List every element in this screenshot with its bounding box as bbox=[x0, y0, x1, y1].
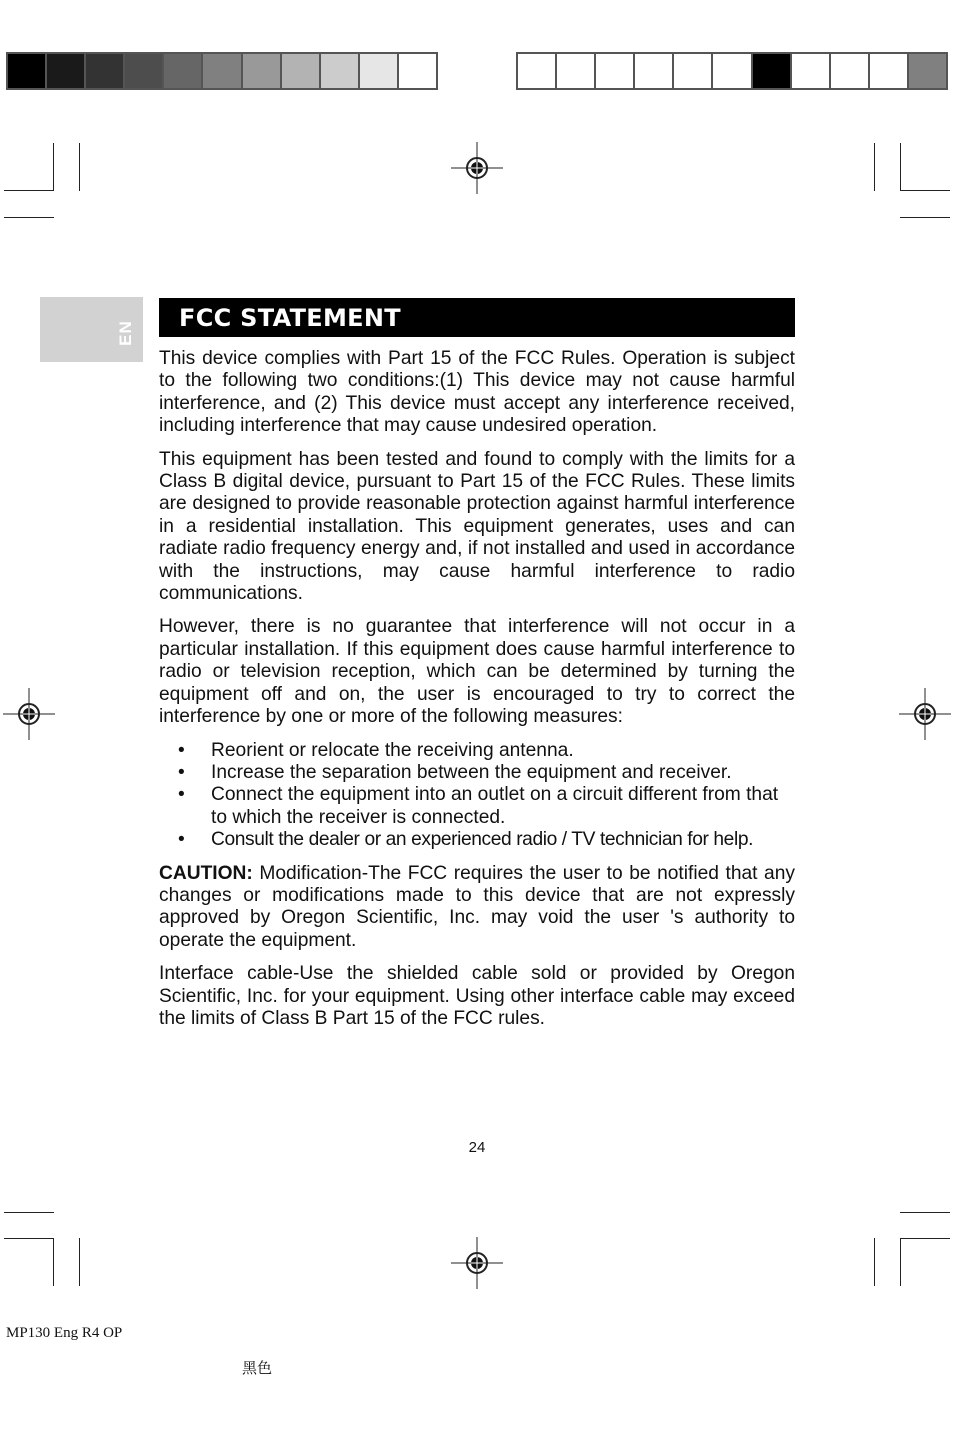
crop-mark bbox=[874, 143, 875, 191]
color-swatch bbox=[596, 54, 635, 88]
registration-color-bar bbox=[516, 52, 948, 90]
color-swatch bbox=[399, 54, 436, 88]
color-swatch bbox=[86, 54, 125, 88]
section-heading-bar bbox=[159, 298, 795, 337]
color-swatch bbox=[518, 54, 557, 88]
color-swatch bbox=[557, 54, 596, 88]
paragraph-compliance: This device complies with Part 15 of the FCC Rules. Operation is subject to the following two conditions:(1) This device may not cause harmful interference, and (2) This device must accept any interference received, including interference that may cause undesired operation. bbox=[159, 348, 795, 437]
color-swatch bbox=[282, 54, 321, 88]
color-swatch bbox=[164, 54, 203, 88]
crop-mark bbox=[900, 1212, 950, 1213]
color-swatch bbox=[321, 54, 360, 88]
crop-mark bbox=[874, 1238, 875, 1286]
caution-text: Modification-The FCC requires the user to be notified that any changes or modifications made to this device that are not expressly approved by Oregon Scientific, Inc. may void the user 's authority to operate the equipment. bbox=[159, 862, 795, 951]
color-swatch bbox=[203, 54, 242, 88]
crop-mark bbox=[900, 1238, 901, 1286]
color-swatch bbox=[674, 54, 713, 88]
print-color-label: 黑色 bbox=[242, 1359, 273, 1377]
crop-mark bbox=[900, 190, 950, 191]
crop-mark bbox=[79, 1238, 80, 1286]
paragraph-interface-cable: Interface cable-Use the shielded cable sold or provided by Oregon Scientific, Inc. for your equipment. Using other interface cable may exceed the limits of Class B Part 15 of the FCC rules. bbox=[159, 963, 795, 1029]
color-swatch bbox=[8, 54, 47, 88]
list-item bbox=[159, 740, 795, 762]
crop-mark bbox=[4, 1212, 54, 1213]
crop-mark bbox=[53, 143, 54, 191]
caution-label: CAUTION: bbox=[159, 862, 253, 884]
registration-mark-icon bbox=[899, 688, 951, 740]
crop-mark bbox=[79, 143, 80, 191]
paragraph-caution bbox=[159, 863, 795, 953]
color-swatch bbox=[909, 54, 946, 88]
list-item bbox=[159, 762, 795, 784]
crop-mark bbox=[53, 1238, 54, 1286]
list-item-text: Reorient or relocate the receiving antenna. bbox=[211, 739, 574, 761]
crop-mark bbox=[900, 143, 901, 191]
list-item bbox=[159, 784, 795, 829]
list-item-text: Increase the separation between the equipment and receiver. bbox=[211, 761, 732, 783]
document-body bbox=[159, 348, 795, 1041]
bullet-icon: • bbox=[178, 784, 185, 806]
grayscale-color-bar bbox=[6, 52, 438, 90]
paragraph-testing: This equipment has been tested and found to comply with the limits for a Class B digital device, pursuant to Part 15 of the FCC Rules. These limits are designed to provide reasonable protection against harmful interference in a residential installation. This equipment generates, uses and can radiate radio frequency energy and, if not installed and used in accordance with the instructions, may cause harmful interference to radio communications. bbox=[159, 448, 795, 605]
bullet-icon: • bbox=[178, 739, 185, 761]
list-item bbox=[159, 829, 795, 851]
crop-mark bbox=[4, 217, 54, 218]
color-swatch bbox=[792, 54, 831, 88]
measures-list bbox=[159, 740, 795, 852]
color-swatch bbox=[753, 54, 792, 88]
color-swatch bbox=[125, 54, 164, 88]
color-swatch bbox=[47, 54, 86, 88]
crop-mark bbox=[900, 217, 950, 218]
page-number: 24 bbox=[468, 1139, 486, 1156]
color-swatch bbox=[635, 54, 674, 88]
color-swatch bbox=[360, 54, 399, 88]
bullet-icon: • bbox=[178, 761, 185, 783]
language-tab-label: EN bbox=[116, 320, 135, 346]
registration-mark-icon bbox=[3, 688, 55, 740]
registration-mark-icon bbox=[451, 142, 503, 194]
list-item-text: Connect the equipment into an outlet on a circuit different from that to which the receiver is connected. bbox=[211, 784, 779, 828]
registration-mark-icon bbox=[451, 1237, 503, 1289]
color-swatch bbox=[831, 54, 870, 88]
print-job-label: MP130 Eng R4 OP bbox=[6, 1325, 123, 1341]
crop-mark bbox=[4, 190, 54, 191]
list-item-text: Consult the dealer or an experienced radio / TV technician for help. bbox=[211, 829, 754, 851]
crop-mark bbox=[4, 1238, 54, 1239]
color-swatch bbox=[870, 54, 909, 88]
bullet-icon: • bbox=[178, 829, 185, 851]
color-swatch bbox=[713, 54, 752, 88]
crop-mark bbox=[900, 1238, 950, 1239]
section-heading: FCC STATEMENT bbox=[179, 304, 401, 332]
paragraph-guarantee: However, there is no guarantee that interference will not occur in a particular installation. If this equipment does cause harmful interference to radio or television reception, which can be determined by turning the equipment off and on, the user is encouraged to try to correct the interference by one or more of the following measures: bbox=[159, 616, 795, 728]
color-swatch bbox=[243, 54, 282, 88]
